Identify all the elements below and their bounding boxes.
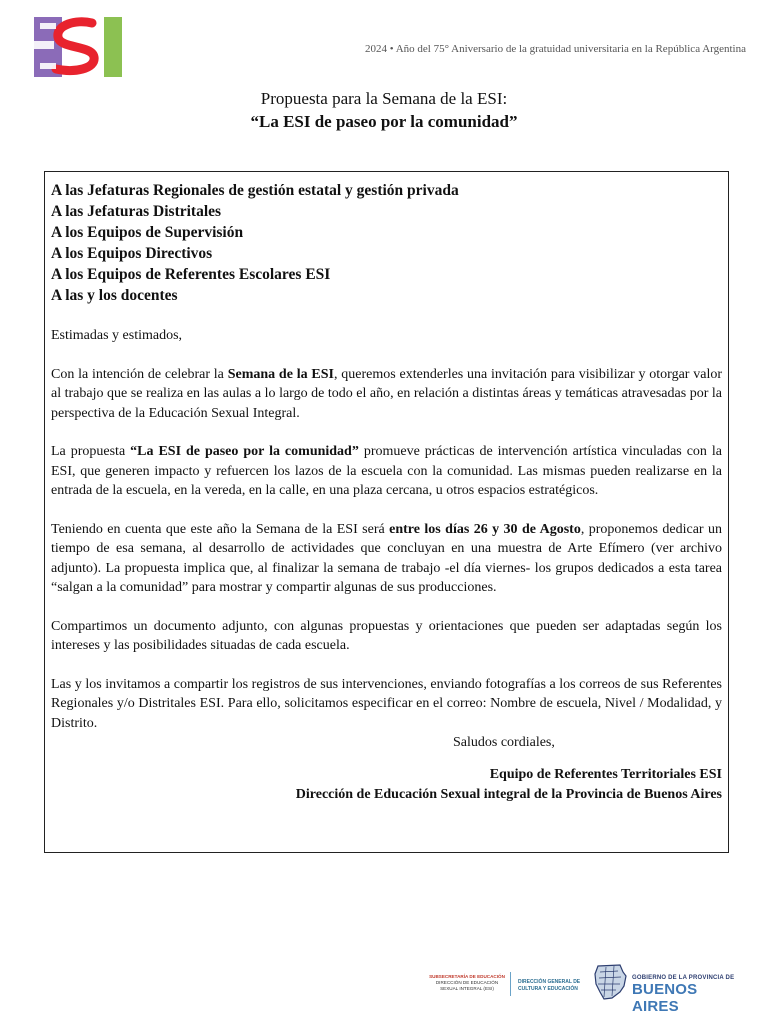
footer-logos: [428, 962, 738, 1015]
recipient-line: A los Equipos de Supervisión: [51, 224, 244, 241]
province-map-icon: [590, 962, 630, 1002]
text-run: Con la intención de celebrar la: [51, 366, 228, 382]
text-run: Teniendo en cuenta que este año la Semana de la ESI será: [51, 521, 390, 537]
footer-buenos-aires: BUENOS AIRES: [632, 981, 698, 1015]
text-run: La propuesta: [51, 444, 131, 459]
footer-sub-line: SUBSECRETARÍA DE EDUCACIÓN: [429, 974, 505, 979]
paragraph-dates: [51, 520, 722, 598]
recipient-line: A los Equipos de Referentes Escolares ESI: [51, 266, 331, 283]
title-line-1: Propuesta para la Semana de la ESI:: [260, 89, 508, 108]
recipient-line: A las y los docentes: [51, 287, 178, 304]
emphasis-proposal-title: “La ESI de paseo por la comunidad”: [130, 444, 359, 459]
text-run: , queremos extenderles una invitación para visibilizar y otorgar valor al trabajo que se realiza en las aulas a lo largo de todo el año, en relación a distintas áreas y temáticas atravesadas por la perspectiva de la Educación Sexual Integral.: [51, 366, 722, 421]
footer-gobierno: GOBIERNO DE LA PROVINCIA DE: [632, 975, 735, 981]
paragraph-attachment: Compartimos un documento adjunto, con algunas propuestas y orientaciones que pueden ser adaptadas según los intereses y las posibilidades situadas de cada escuela.: [51, 618, 722, 653]
paragraph-proposal: [51, 442, 722, 501]
title-line-2: “La ESI de paseo por la comunidad”: [250, 112, 518, 131]
text-run: , proponemos dedicar un tiempo de esa semana, al desarrollo de actividades que concluyan en una muestra de Arte Efímero (ver archivo adjunto). La propuesta implica que, al finalizar la semana de trabajo -el día viernes- los grupos dedicados a esta tarea “salgan a la comunidad” para mostrar y compartir algunas de sus producciones.: [51, 521, 722, 595]
emphasis-dates: entre los días 26 y 30 de Agosto: [389, 521, 581, 537]
text-run: promueve prácticas de intervención artística vinculadas con la ESI, que generen impacto y refuercen los lazos de la escuela con la comunidad. Las mismas pueden realizarse en la entrada de la escuela, en la vereda, en la calle, en una plaza cercana, u otros espacios estratégicos.: [51, 444, 723, 498]
footer-dgc-line: DIRECCIÓN GENERAL DE: [518, 979, 581, 985]
paragraph-invitation: Las y los invitamos a compartir los registros de sus intervenciones, enviando fotografías a los correos de sus Referentes Regionales y/o Distritales ESI. Para ello, solicitamos especificar en el correo: Nombre de escuela, Nivel / Modalidad, y Distrito.: [51, 676, 722, 731]
paragraph-intro: [51, 365, 722, 424]
greeting: Estimadas y estimados,: [51, 328, 183, 343]
footer-dgc-line: CULTURA Y EDUCACIÓN: [518, 985, 578, 992]
recipient-line: A las Jefaturas Distritales: [51, 203, 222, 220]
footer-divider: [510, 972, 511, 996]
footer-sub-line: DIRECCIÓN DE EDUCACIÓN: [435, 980, 499, 985]
emphasis-week: Semana de la ESI: [227, 366, 334, 382]
footer-dgcye: [518, 979, 580, 992]
footer-sub-line: SEXUAL INTEGRAL (ESI): [440, 986, 494, 991]
letter-frame: [44, 171, 729, 853]
document-title: [0, 88, 768, 134]
recipient-line: A las Jefaturas Regionales de gestión estatal y gestión privada: [51, 182, 459, 199]
closing: Saludos cordiales,: [453, 735, 555, 750]
recipient-line: A los Equipos Directivos: [51, 245, 213, 262]
header-motto: 2024 • Año del 75° Aniversario de la gratuidad universitaria en la República Argentina: [364, 43, 746, 55]
signature-direction: Dirección de Educación Sexual integral de la Provincia de Buenos Aires: [295, 786, 722, 802]
esi-logo: [34, 17, 122, 77]
footer-subsecretaria: [428, 974, 506, 992]
signature-team: Equipo de Referentes Territoriales ESI: [489, 766, 722, 782]
